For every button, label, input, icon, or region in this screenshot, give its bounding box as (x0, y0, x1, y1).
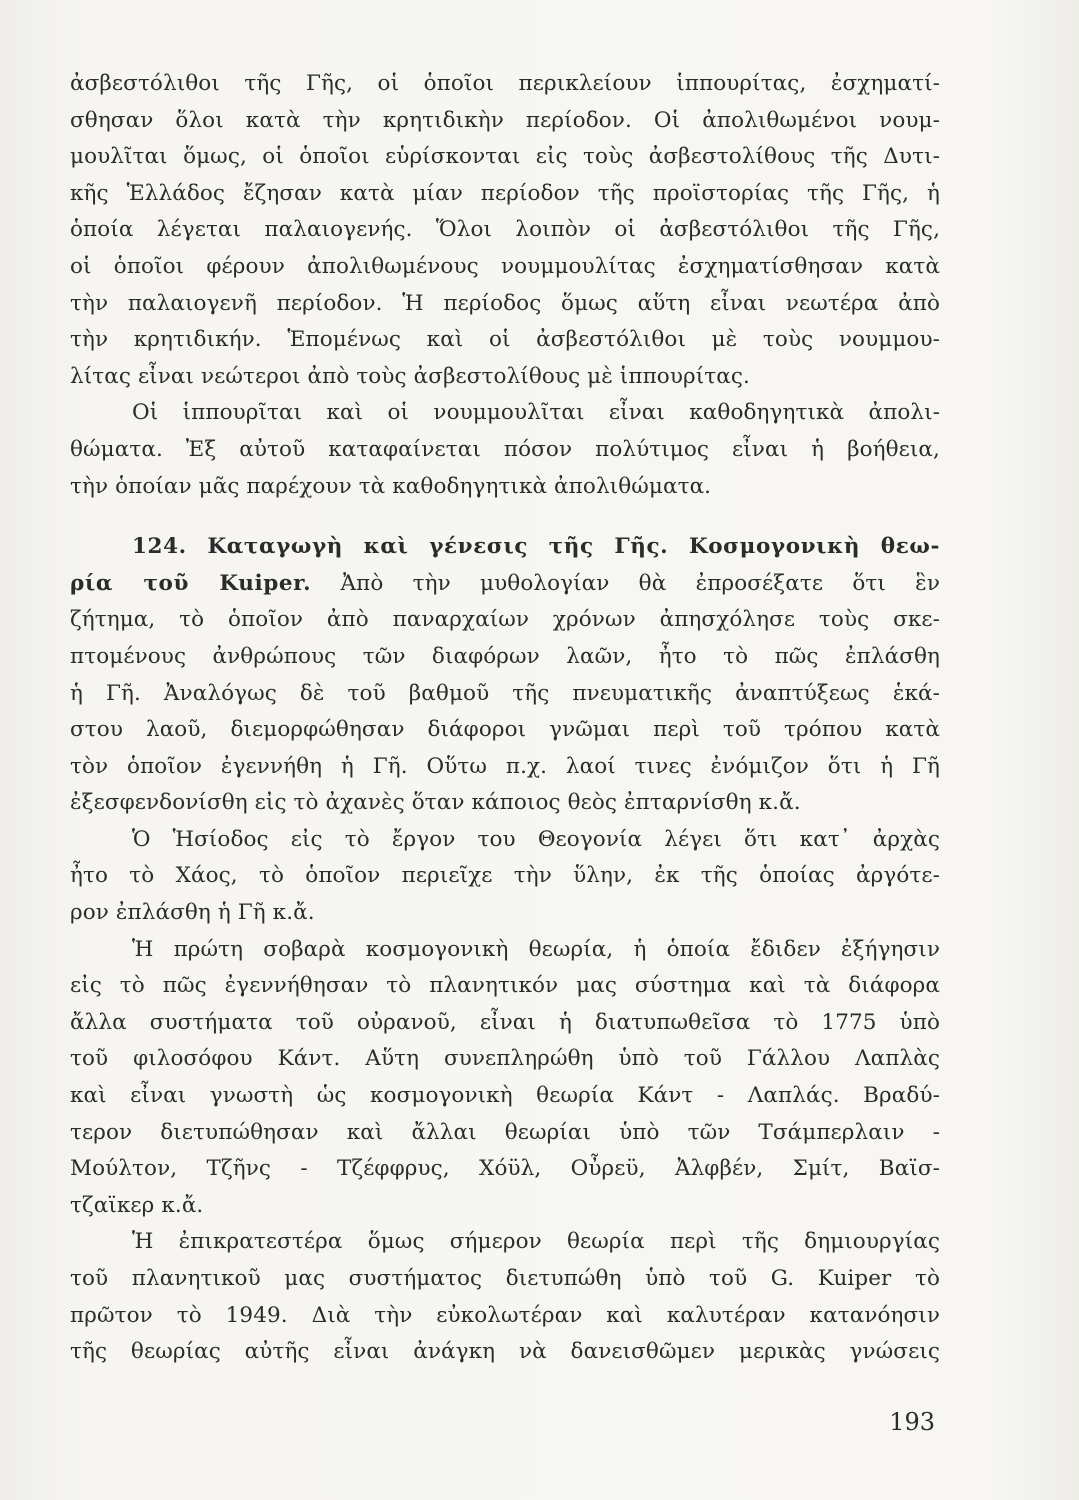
text-line: εἰς τὸ πῶς ἐγεννήθησαν τὸ πλανητικόν μας σύστημα καὶ τὰ διάφορα (70, 973, 940, 999)
body-text (70, 66, 940, 1371)
text-line: τοῦ φιλοσόφου Κάντ. Αὕτη συνεπληρώθη ὑπὸ τοῦ Γάλλου Λαπλὰς (70, 1046, 940, 1072)
text-line: τοῦ πλανητικοῦ μας συστήματος διετυπώθη ὑπὸ τοῦ G. Kuiper τὸ (70, 1266, 940, 1291)
section-124 (70, 529, 940, 822)
section-heading: 124. Καταγωγὴ καὶ γένεσις τῆς Γῆς. Κοσμογονικὴ θεω- (132, 534, 940, 560)
text-line: πτομένους ἀνθρώπους τῶν διαφόρων λαῶν, ἦτο τὸ πῶς ἐπλάσθη (70, 643, 940, 669)
section-gap (70, 505, 940, 529)
text-line: μουλῖται ὅμως, οἱ ὁποῖοι εὑρίσκονται εἰς τοὺς ἀσβεστολίθους τῆς Δυτι- (70, 144, 940, 170)
text-line: οἱ ὁποῖοι φέρουν ἀπολιθωμένους νουμμουλίτας ἐσχηματίσθησαν κατὰ (70, 253, 940, 279)
paragraph (70, 932, 940, 1225)
text-line: ἀσβεστόλιθοι τῆς Γῆς, οἱ ὁποῖοι περικλείουν ἱππουρίτας, ἐσχηματί- (70, 71, 940, 96)
text-line: Μούλτον, Τζῆνς - Τζέφφρυς, Χόϋλ, Οὖρεϋ, Ἀλφβέν, Σμίτ, Βαϊσ- (70, 1156, 940, 1182)
text-line: Οἱ ἱππουρῖται καὶ οἱ νουμμουλῖται εἶναι καθοδηγητικὰ ἀπολι- (132, 400, 940, 426)
text-line: ἄλλα συστήματα τοῦ οὐρανοῦ, εἶναι ἡ διατυπωθεῖσα τὸ 1775 ὑπὸ (70, 1009, 940, 1035)
text-line: ρον ἐπλάσθη ἡ Γῆ κ.ἄ. (70, 900, 315, 926)
text-line: Ὁ Ἡσίοδος εἰς τὸ ἔργον του Θεογονία λέγει ὅτι κατ᾽ ἀρχὰς (132, 826, 940, 852)
text-run: Ἀπὸ τὴν μυθολογίαν θὰ ἐπροσέξατε ὅτι ἓν (311, 570, 940, 596)
text-line: τὴν κρητιδικήν. Ἑπομένως καὶ οἱ ἀσβεστόλιθοι μὲ τοὺς νουμμου- (70, 327, 940, 353)
text-line: ἐξεσφενδονίσθη εἰς τὸ ἀχανὲς ὅταν κάποιος θεὸς ἐπταρνίσθη κ.ἄ. (70, 790, 801, 816)
text-line: σθησαν ὅλοι κατὰ τὴν κρητιδικὴν περίοδον. Οἱ ἀπολιθωμένοι νουμ- (70, 107, 940, 133)
page-number: 193 (889, 1408, 935, 1436)
text-line: τὴν ὁποίαν μᾶς παρέχουν τὰ καθοδηγητικὰ ἀπολιθώματα. (70, 473, 712, 499)
text-line: τερον διετυπώθησαν καὶ ἄλλαι θεωρίαι ὑπὸ τῶν Τσάμπερλαιν - (70, 1119, 940, 1145)
paragraph (70, 66, 940, 395)
text-line: πρῶτον τὸ 1949. Διὰ τὴν εὐκολωτέραν καὶ καλυτέραν κατανόησιν (70, 1302, 940, 1328)
paragraph (70, 395, 940, 505)
text-line: ζήτημα, τὸ ὁποῖον ἀπὸ παναρχαίων χρόνων ἀπησχόλησε τοὺς σκε- (70, 607, 940, 633)
text-line: Ἡ ἐπικρατεστέρα ὅμως σήμερον θεωρία περὶ τῆς δημιουργίας (132, 1229, 940, 1255)
text-line: τὴν παλαιογενῆ περίοδον. Ἡ περίοδος ὅμως αὕτη εἶναι νεωτέρα ἀπὸ (70, 290, 940, 316)
text-line: θώματα. Ἐξ αὐτοῦ καταφαίνεται πόσον πολύτιμος εἶναι ἡ βοήθεια, (70, 436, 940, 462)
text-line: στου λαοῦ, διεμορφώθησαν διάφοροι γνῶμαι περὶ τοῦ τρόπου κατὰ (70, 717, 940, 743)
text-line: τὸν ὁποῖον ἐγεννήθη ἡ Γῆ. Οὕτω π.χ. λαοί τινες ἐνόμιζον ὅτι ἡ Γῆ (70, 753, 940, 779)
text-line: τζαϊκερ κ.ἄ. (70, 1192, 204, 1218)
text-line: ὁποία λέγεται παλαιογενής. Ὅλοι λοιπὸν οἱ ἀσβεστόλιθοι τῆς Γῆς, (70, 217, 940, 243)
text-line: Ἡ πρώτη σοβαρὰ κοσμογονικὴ θεωρία, ἡ ὁποία ἔδιδεν ἐξήγησιν (132, 936, 940, 962)
paragraph (70, 1224, 940, 1370)
section-heading-tail: ρία τοῦ Kuiper. (70, 570, 312, 596)
text-line: κῆς Ἑλλάδος ἔζησαν κατὰ μίαν περίοδον τῆς προϊστορίας τῆς Γῆς, ἡ (70, 180, 940, 206)
text-line: ἡ Γῆ. Ἀναλόγως δὲ τοῦ βαθμοῦ τῆς πνευματικῆς ἀναπτύξεως ἑκά- (70, 680, 940, 706)
text-line: τῆς θεωρίας αὐτῆς εἶναι ἀνάγκη νὰ δανεισθῶμεν μερικὰς γνώσεις (70, 1339, 940, 1365)
text-line: λίτας εἶναι νεώτεροι ἀπὸ τοὺς ἀσβεστολίθους μὲ ἱππουρίτας. (70, 363, 750, 389)
paragraph (70, 822, 940, 932)
section-heading-continuation (70, 566, 940, 603)
text-line: ἦτο τὸ Χάος, τὸ ὁποῖον περιεῖχε τὴν ὕλην, ἐκ τῆς ὁποίας ἀργότε- (70, 863, 940, 889)
text-line: καὶ εἶναι γνωστὴ ὡς κοσμογονικὴ θεωρία Κάντ - Λαπλάς. Βραδύ- (70, 1083, 940, 1109)
